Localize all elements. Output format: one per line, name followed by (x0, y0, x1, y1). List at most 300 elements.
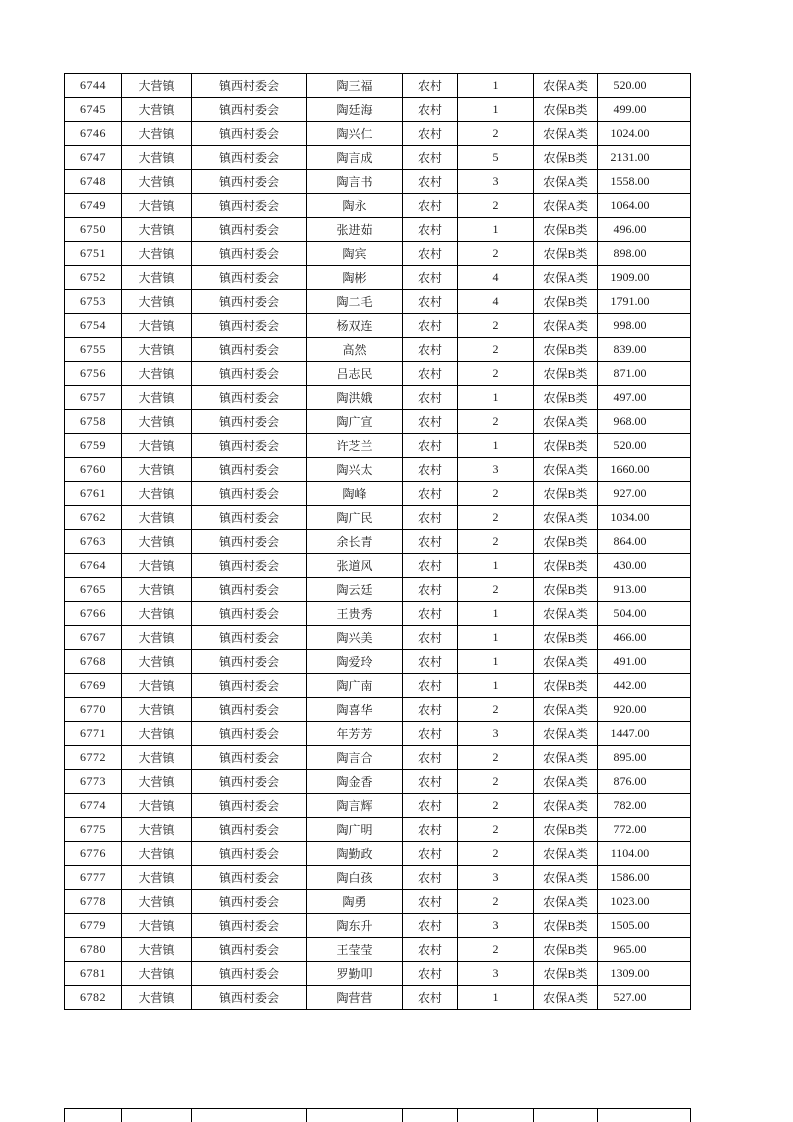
cell-id: 6776 (65, 842, 122, 866)
cell-town: 大营镇 (122, 122, 192, 146)
cell-name: 张进茹 (307, 218, 403, 242)
table-row (65, 458, 691, 482)
cell-amount: 499.00 (598, 98, 691, 122)
cell-type: 农村 (403, 146, 458, 170)
cell-amount: 839.00 (598, 338, 691, 362)
cell-village: 镇西村委会 (192, 530, 307, 554)
cell-category: 农保B类 (534, 530, 598, 554)
cell-count: 2 (458, 938, 534, 962)
table-row (65, 170, 691, 194)
cell-name: 陶兴美 (307, 626, 403, 650)
cell-village: 镇西村委会 (192, 266, 307, 290)
table-row (65, 914, 691, 938)
table-row (65, 842, 691, 866)
table-row (65, 938, 691, 962)
table-row (65, 602, 691, 626)
cell-category: 农保A类 (534, 650, 598, 674)
cell-id: 6759 (65, 434, 122, 458)
cell-name: 陶云廷 (307, 578, 403, 602)
cell-type: 农村 (403, 122, 458, 146)
cell-type: 农村 (403, 266, 458, 290)
cell-name: 高然 (307, 338, 403, 362)
cell-name: 陶言成 (307, 146, 403, 170)
cell-id: 6760 (65, 458, 122, 482)
cell-town: 大营镇 (122, 866, 192, 890)
cell-village: 镇西村委会 (192, 818, 307, 842)
cell-count: 2 (458, 578, 534, 602)
cell-amount: 496.00 (598, 218, 691, 242)
table-row (65, 434, 691, 458)
cell-amount: 430.00 (598, 554, 691, 578)
cell-town: 大营镇 (122, 914, 192, 938)
cell-type: 农村 (403, 458, 458, 482)
cell-amount: 927.00 (598, 482, 691, 506)
cell-town: 大营镇 (122, 194, 192, 218)
table-row (65, 362, 691, 386)
cell-type: 农村 (403, 410, 458, 434)
cell-type: 农村 (403, 962, 458, 986)
cell-type: 农村 (403, 746, 458, 770)
cell-type: 农村 (403, 530, 458, 554)
cell-village: 镇西村委会 (192, 770, 307, 794)
cell-category: 农保A类 (534, 722, 598, 746)
cell-town: 大营镇 (122, 938, 192, 962)
cell-town: 大营镇 (122, 434, 192, 458)
cell-category: 农保B类 (534, 434, 598, 458)
cell-name: 陶东升 (307, 914, 403, 938)
cell-amount: 1791.00 (598, 290, 691, 314)
cell-category: 农保B类 (534, 938, 598, 962)
table-row (65, 410, 691, 434)
cell-name: 陶永 (307, 194, 403, 218)
table-row (65, 674, 691, 698)
cell-count: 2 (458, 842, 534, 866)
cell-id: 6756 (65, 362, 122, 386)
table-row (65, 386, 691, 410)
cell-type: 农村 (403, 434, 458, 458)
cell-clipped (65, 1109, 122, 1122)
cell-name: 陶营营 (307, 986, 403, 1010)
cell-town: 大营镇 (122, 722, 192, 746)
cell-clipped (403, 1109, 458, 1122)
cell-amount: 998.00 (598, 314, 691, 338)
cell-amount: 491.00 (598, 650, 691, 674)
cell-amount: 497.00 (598, 386, 691, 410)
cell-type: 农村 (403, 890, 458, 914)
table-row (65, 482, 691, 506)
cell-clipped (122, 1109, 192, 1122)
cell-name: 陶言书 (307, 170, 403, 194)
cell-type: 农村 (403, 986, 458, 1010)
cell-village: 镇西村委会 (192, 386, 307, 410)
cell-id: 6746 (65, 122, 122, 146)
cell-name: 陶广民 (307, 506, 403, 530)
benefits-table (64, 73, 691, 1010)
cell-amount: 968.00 (598, 410, 691, 434)
cell-town: 大营镇 (122, 314, 192, 338)
cell-village: 镇西村委会 (192, 698, 307, 722)
cell-category: 农保B类 (534, 242, 598, 266)
cell-town: 大营镇 (122, 362, 192, 386)
cell-town: 大营镇 (122, 506, 192, 530)
cell-amount: 920.00 (598, 698, 691, 722)
cell-count: 2 (458, 338, 534, 362)
cell-type: 农村 (403, 914, 458, 938)
cell-town: 大营镇 (122, 770, 192, 794)
cell-village: 镇西村委会 (192, 602, 307, 626)
cell-count: 3 (458, 914, 534, 938)
cell-name: 陶金香 (307, 770, 403, 794)
cell-village: 镇西村委会 (192, 722, 307, 746)
cell-category: 农保B类 (534, 146, 598, 170)
cell-village: 镇西村委会 (192, 914, 307, 938)
cell-town: 大营镇 (122, 602, 192, 626)
cell-type: 农村 (403, 554, 458, 578)
cell-id: 6779 (65, 914, 122, 938)
cell-id: 6747 (65, 146, 122, 170)
cell-count: 1 (458, 386, 534, 410)
cell-village: 镇西村委会 (192, 74, 307, 98)
cell-amount: 1309.00 (598, 962, 691, 986)
cell-id: 6769 (65, 674, 122, 698)
cell-town: 大营镇 (122, 242, 192, 266)
cell-id: 6770 (65, 698, 122, 722)
cell-id: 6766 (65, 602, 122, 626)
cell-category: 农保A类 (534, 74, 598, 98)
cell-name: 陶广明 (307, 818, 403, 842)
cell-name: 陶峰 (307, 482, 403, 506)
cell-town: 大营镇 (122, 266, 192, 290)
table-row (65, 218, 691, 242)
cell-town: 大营镇 (122, 338, 192, 362)
cell-amount: 466.00 (598, 626, 691, 650)
cell-clipped (192, 1109, 307, 1122)
cell-category: 农保B类 (534, 290, 598, 314)
cell-name: 杨双连 (307, 314, 403, 338)
cell-type: 农村 (403, 314, 458, 338)
cell-category: 农保A类 (534, 458, 598, 482)
cell-category: 农保B类 (534, 962, 598, 986)
cell-name: 陶廷海 (307, 98, 403, 122)
cell-category: 农保A类 (534, 842, 598, 866)
cell-type: 农村 (403, 578, 458, 602)
cell-count: 3 (458, 866, 534, 890)
cell-amount: 504.00 (598, 602, 691, 626)
cell-name: 陶兴仁 (307, 122, 403, 146)
cell-count: 3 (458, 962, 534, 986)
cell-village: 镇西村委会 (192, 242, 307, 266)
cell-name: 陶三福 (307, 74, 403, 98)
cell-count: 2 (458, 242, 534, 266)
cell-amount: 1909.00 (598, 266, 691, 290)
cell-category: 农保A类 (534, 602, 598, 626)
cell-amount: 1505.00 (598, 914, 691, 938)
cell-name: 年芳芳 (307, 722, 403, 746)
cell-name: 陶白孩 (307, 866, 403, 890)
cell-id: 6745 (65, 98, 122, 122)
cell-id: 6765 (65, 578, 122, 602)
cell-type: 农村 (403, 290, 458, 314)
cell-type: 农村 (403, 674, 458, 698)
cell-town: 大营镇 (122, 98, 192, 122)
cell-town: 大营镇 (122, 386, 192, 410)
cell-amount: 442.00 (598, 674, 691, 698)
cell-count: 2 (458, 362, 534, 386)
cell-id: 6748 (65, 170, 122, 194)
cell-type: 农村 (403, 242, 458, 266)
cell-type: 农村 (403, 362, 458, 386)
cell-town: 大营镇 (122, 482, 192, 506)
cell-count: 2 (458, 410, 534, 434)
cell-village: 镇西村委会 (192, 122, 307, 146)
cell-id: 6744 (65, 74, 122, 98)
table-row (65, 266, 691, 290)
cell-name: 罗勤叩 (307, 962, 403, 986)
cell-village: 镇西村委会 (192, 986, 307, 1010)
cell-town: 大营镇 (122, 290, 192, 314)
cell-id: 6767 (65, 626, 122, 650)
cell-id: 6751 (65, 242, 122, 266)
cell-clipped (598, 1109, 691, 1122)
cell-village: 镇西村委会 (192, 962, 307, 986)
cell-id: 6774 (65, 794, 122, 818)
table-row (65, 506, 691, 530)
cell-village: 镇西村委会 (192, 746, 307, 770)
table-row (65, 986, 691, 1010)
cell-type: 农村 (403, 482, 458, 506)
cell-count: 2 (458, 194, 534, 218)
cell-count: 1 (458, 554, 534, 578)
cell-type: 农村 (403, 386, 458, 410)
cell-category: 农保A类 (534, 410, 598, 434)
cell-id: 6775 (65, 818, 122, 842)
cell-name: 陶勇 (307, 890, 403, 914)
cell-id: 6757 (65, 386, 122, 410)
table-row (65, 746, 691, 770)
cell-category: 农保B类 (534, 482, 598, 506)
cell-village: 镇西村委会 (192, 842, 307, 866)
cell-type: 农村 (403, 506, 458, 530)
cell-category: 农保A类 (534, 170, 598, 194)
cell-amount: 876.00 (598, 770, 691, 794)
cell-village: 镇西村委会 (192, 650, 307, 674)
cell-category: 农保B类 (534, 626, 598, 650)
cell-name: 陶勤政 (307, 842, 403, 866)
cell-name: 陶广南 (307, 674, 403, 698)
cell-category: 农保B类 (534, 578, 598, 602)
cell-amount: 864.00 (598, 530, 691, 554)
cell-count: 2 (458, 122, 534, 146)
cell-name: 陶兴太 (307, 458, 403, 482)
table-row (65, 578, 691, 602)
cell-id: 6764 (65, 554, 122, 578)
cell-type: 农村 (403, 626, 458, 650)
cell-village: 镇西村委会 (192, 890, 307, 914)
cell-amount: 527.00 (598, 986, 691, 1010)
cell-count: 2 (458, 530, 534, 554)
cell-count: 4 (458, 290, 534, 314)
cell-clipped (307, 1109, 403, 1122)
cell-count: 1 (458, 986, 534, 1010)
table-row (65, 866, 691, 890)
cell-town: 大营镇 (122, 170, 192, 194)
cell-count: 2 (458, 746, 534, 770)
cell-type: 农村 (403, 338, 458, 362)
cell-town: 大营镇 (122, 890, 192, 914)
cell-village: 镇西村委会 (192, 938, 307, 962)
cell-village: 镇西村委会 (192, 674, 307, 698)
table-body (65, 74, 691, 1010)
table-row (65, 122, 691, 146)
cell-type: 农村 (403, 722, 458, 746)
cell-village: 镇西村委会 (192, 410, 307, 434)
cell-count: 1 (458, 218, 534, 242)
cell-count: 2 (458, 482, 534, 506)
table-row (65, 794, 691, 818)
cell-name: 许芝兰 (307, 434, 403, 458)
cell-name: 陶言辉 (307, 794, 403, 818)
cell-type: 农村 (403, 602, 458, 626)
table-row (65, 626, 691, 650)
cell-id: 6750 (65, 218, 122, 242)
cell-count: 2 (458, 506, 534, 530)
table-row (65, 698, 691, 722)
table-row (65, 818, 691, 842)
cell-village: 镇西村委会 (192, 554, 307, 578)
cell-count: 1 (458, 434, 534, 458)
cell-id: 6781 (65, 962, 122, 986)
cell-name: 吕志民 (307, 362, 403, 386)
cell-name: 陶言合 (307, 746, 403, 770)
cell-category: 农保B类 (534, 338, 598, 362)
cell-town: 大营镇 (122, 218, 192, 242)
cell-name: 王莹莹 (307, 938, 403, 962)
cell-town: 大营镇 (122, 818, 192, 842)
cell-town: 大营镇 (122, 146, 192, 170)
cell-id: 6753 (65, 290, 122, 314)
cell-count: 3 (458, 458, 534, 482)
cell-town: 大营镇 (122, 986, 192, 1010)
cell-village: 镇西村委会 (192, 362, 307, 386)
cell-category: 农保A类 (534, 890, 598, 914)
cell-count: 5 (458, 146, 534, 170)
table-row (65, 530, 691, 554)
cell-amount: 1447.00 (598, 722, 691, 746)
table-row (65, 722, 691, 746)
table-row (65, 242, 691, 266)
cell-count: 1 (458, 650, 534, 674)
cell-town: 大营镇 (122, 74, 192, 98)
cell-type: 农村 (403, 866, 458, 890)
cell-category: 农保A类 (534, 194, 598, 218)
cell-type: 农村 (403, 650, 458, 674)
cell-category: 农保A类 (534, 794, 598, 818)
cell-category: 农保A类 (534, 986, 598, 1010)
table-row (65, 962, 691, 986)
cell-village: 镇西村委会 (192, 434, 307, 458)
table-row (65, 314, 691, 338)
cell-amount: 520.00 (598, 74, 691, 98)
cell-id: 6773 (65, 770, 122, 794)
cell-id: 6749 (65, 194, 122, 218)
cell-name: 陶爱玲 (307, 650, 403, 674)
cell-category: 农保A类 (534, 122, 598, 146)
cell-id: 6761 (65, 482, 122, 506)
table-row (65, 890, 691, 914)
cell-village: 镇西村委会 (192, 506, 307, 530)
cell-amount: 782.00 (598, 794, 691, 818)
cell-count: 3 (458, 170, 534, 194)
cell-amount: 895.00 (598, 746, 691, 770)
cell-town: 大营镇 (122, 650, 192, 674)
cell-village: 镇西村委会 (192, 218, 307, 242)
next-row-partial (64, 1108, 691, 1122)
cell-town: 大营镇 (122, 578, 192, 602)
cell-town: 大营镇 (122, 746, 192, 770)
cell-count: 1 (458, 674, 534, 698)
cell-name: 陶喜华 (307, 698, 403, 722)
table-row (65, 290, 691, 314)
cell-id: 6780 (65, 938, 122, 962)
cell-town: 大营镇 (122, 698, 192, 722)
cell-amount: 1586.00 (598, 866, 691, 890)
cell-clipped (458, 1109, 534, 1122)
cell-id: 6752 (65, 266, 122, 290)
cell-village: 镇西村委会 (192, 866, 307, 890)
cell-count: 3 (458, 722, 534, 746)
cell-town: 大营镇 (122, 962, 192, 986)
cell-village: 镇西村委会 (192, 482, 307, 506)
cell-category: 农保A类 (534, 698, 598, 722)
cell-id: 6778 (65, 890, 122, 914)
cell-id: 6768 (65, 650, 122, 674)
table-row (65, 770, 691, 794)
cell-category: 农保B类 (534, 218, 598, 242)
cell-name: 陶洪娥 (307, 386, 403, 410)
cell-name: 张道风 (307, 554, 403, 578)
cell-category: 农保A类 (534, 770, 598, 794)
cell-id: 6755 (65, 338, 122, 362)
cell-count: 1 (458, 98, 534, 122)
cell-amount: 1024.00 (598, 122, 691, 146)
cell-village: 镇西村委会 (192, 338, 307, 362)
cell-type: 农村 (403, 770, 458, 794)
cell-village: 镇西村委会 (192, 194, 307, 218)
cell-amount: 2131.00 (598, 146, 691, 170)
cell-name: 陶宾 (307, 242, 403, 266)
cell-amount: 1023.00 (598, 890, 691, 914)
cell-id: 6782 (65, 986, 122, 1010)
table-row-clipped (65, 1109, 691, 1122)
cell-count: 2 (458, 770, 534, 794)
cell-category: 农保B类 (534, 362, 598, 386)
cell-category: 农保A类 (534, 314, 598, 338)
cell-category: 农保A类 (534, 506, 598, 530)
cell-name: 陶广宣 (307, 410, 403, 434)
cell-town: 大营镇 (122, 794, 192, 818)
cell-category: 农保B类 (534, 914, 598, 938)
cell-count: 2 (458, 698, 534, 722)
cell-type: 农村 (403, 170, 458, 194)
cell-village: 镇西村委会 (192, 170, 307, 194)
cell-category: 农保B类 (534, 98, 598, 122)
cell-village: 镇西村委会 (192, 794, 307, 818)
cell-id: 6758 (65, 410, 122, 434)
cell-village: 镇西村委会 (192, 626, 307, 650)
cell-amount: 871.00 (598, 362, 691, 386)
cell-village: 镇西村委会 (192, 458, 307, 482)
cell-type: 农村 (403, 938, 458, 962)
